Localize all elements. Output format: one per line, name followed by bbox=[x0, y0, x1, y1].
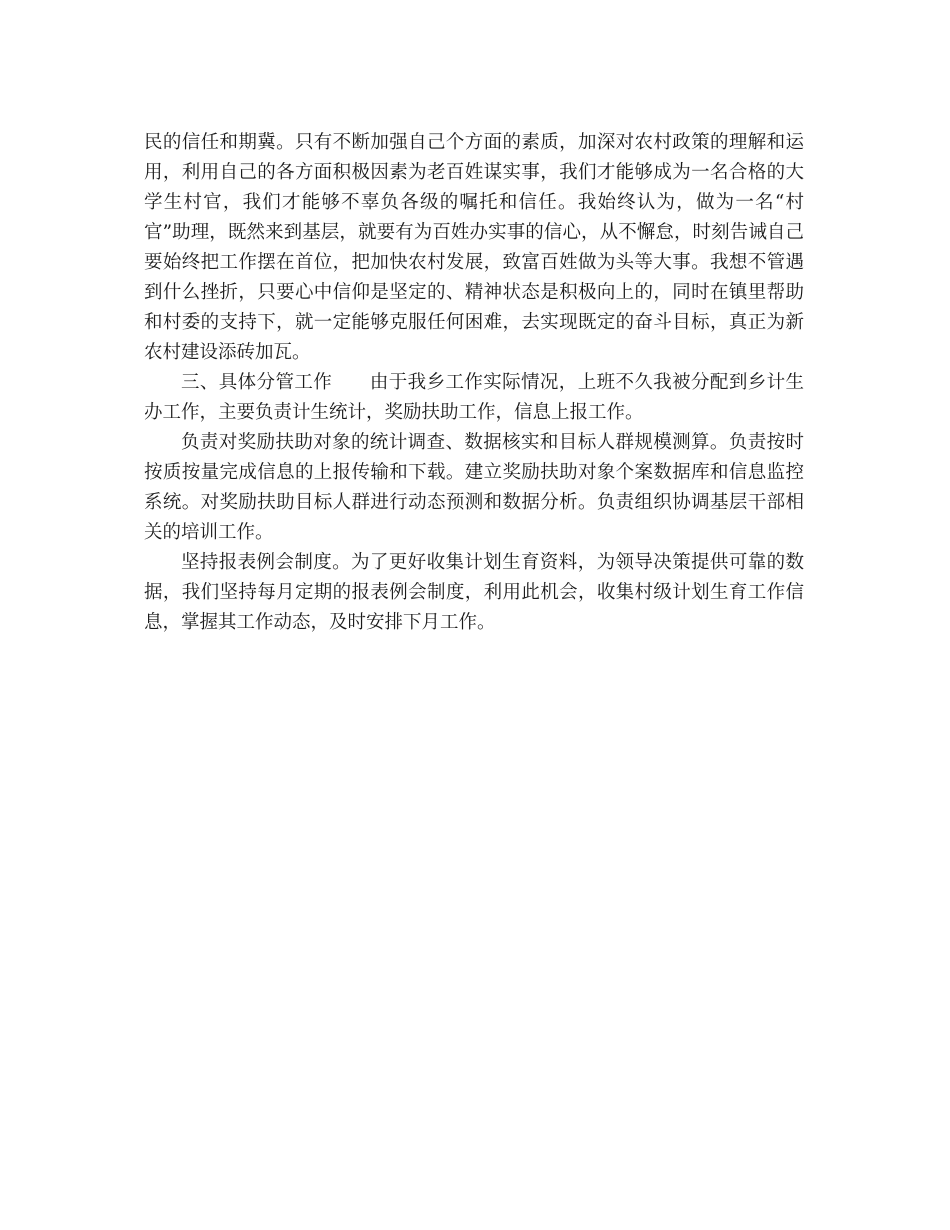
paragraph-report-meetings: 坚持报表例会制度。为了更好收集计划生育资料，为领导决策提供可靠的数据，我们坚持每月定期的报表例会制度，利用此机会，收集村级计划生育工作信息，掌握其工作动态，及时安排下月工作。 bbox=[144, 552, 804, 633]
document-page bbox=[144, 128, 804, 638]
paragraph-responsibilities: 负责对奖励扶助对象的统计调查、数据核实和目标人群规模测算。负责按时按质按量完成信息的上报传输和下载。建立奖励扶助对象个案数据库和信息监控系统。对奖励扶助目标人群进行动态预测和数据分析。负责组织协调基层干部相关的培训工作。 bbox=[144, 432, 804, 543]
paragraph-continuation: 民的信任和期冀。只有不断加强自己个方面的素质，加深对农村政策的理解和运用，利用自己的各方面积极因素为老百姓谋实事，我们才能够成为一名合格的大学生村官，我们才能够不辜负各级的嘱托和信任。我始终认为，做为一名“村官”助理，既然来到基层，就要有为百姓办实事的信心，从不懈怠，时刻告诫自己要始终把工作摆在首位，把加快农村发展，致富百姓做为头等大事。我想不管遇到什么挫折，只要心中信仰是坚定的、精神状态是积极向上的，同时在镇里帮助和村委的支持下，就一定能够克服任何困难，去实现既定的奋斗目标，真正为新农村建设添砖加瓦。 bbox=[144, 132, 804, 363]
paragraph-section-three: 三、具体分管工作 由于我乡工作实际情况，上班不久我被分配到乡计生办工作，主要负责计生统计，奖励扶助工作，信息上报工作。 bbox=[144, 372, 804, 423]
